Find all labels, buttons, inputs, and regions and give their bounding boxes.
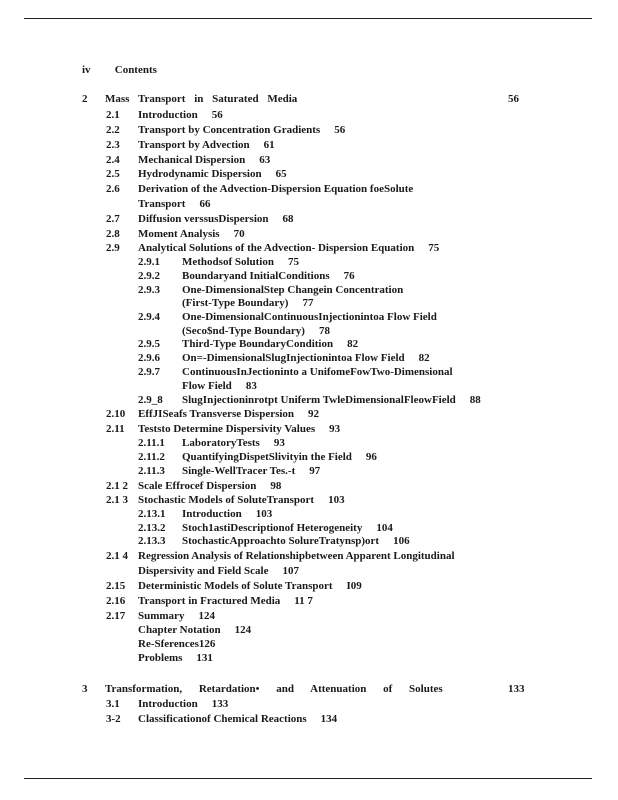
subsection-page-number: 106 xyxy=(393,535,410,547)
section-page-number: 61 xyxy=(263,139,275,151)
section-number: 2.10 xyxy=(106,408,126,420)
subsection-number: 2.13.2 xyxy=(138,522,166,534)
page-title: Contents xyxy=(114,64,157,76)
section-number: 2.11 xyxy=(106,423,125,435)
section-page-number: 98 xyxy=(270,480,282,492)
section-number: 2.9 xyxy=(106,242,120,254)
subsection-title: StochasticApproachto SolureTratynsp)ort 106 xyxy=(182,535,410,547)
section-title: Problems 131 xyxy=(138,652,213,664)
subsection-number: 2.9.4 xyxy=(138,311,160,323)
section-page-number: 66 xyxy=(199,198,211,210)
chapter-title: Transformation, Retardation• and Attenuation of Solutes xyxy=(105,683,443,695)
section-page-number: 92 xyxy=(308,408,320,420)
subsection-number: 2.9.7 xyxy=(138,366,160,378)
section-title: Deterministic Models of Solute Transport I09 xyxy=(138,580,362,592)
section-number: 3.1 xyxy=(106,698,120,710)
section-number: 2.2 xyxy=(106,124,120,136)
section-number: 2.1 2 xyxy=(106,480,128,492)
section-page-number: 56 xyxy=(211,109,223,121)
section-number: 2.15 xyxy=(106,580,126,592)
section-page-number: 56 xyxy=(334,124,346,136)
section-title: Chapter Notation 124 xyxy=(138,624,252,636)
section-page-number: I09 xyxy=(346,580,362,592)
section-page-number: 63 xyxy=(259,154,271,166)
section-title: Stochastic Models of SoluteTransport 103 xyxy=(138,494,345,506)
subsection-number: 2.9.6 xyxy=(138,352,160,364)
section-title: Regression Analysis of Relationshipbetween Apparent Longitudinal xyxy=(138,550,455,562)
section-page-number: 103 xyxy=(328,494,345,506)
section-page-number: 124 xyxy=(234,624,252,636)
section-title: Hydrodynamic Dispersion 65 xyxy=(138,168,287,180)
section-title: Introduction 56 xyxy=(138,109,223,121)
section-page-number: 126 xyxy=(198,638,216,650)
section-number: 2.17 xyxy=(106,610,126,622)
bottom-rule xyxy=(24,778,592,779)
section-number: 3-2 xyxy=(106,713,121,725)
section-number: 2.8 xyxy=(106,228,120,240)
subsection-title: Flow Field 83 xyxy=(182,380,257,392)
subsection-number: 2.11.3 xyxy=(138,465,165,477)
section-page-number: 11 7 xyxy=(294,595,313,607)
section-title: Derivation of the Advection-Dispersion Equation foeSolute xyxy=(138,183,414,195)
chapter-page-number: 133 xyxy=(508,683,525,695)
section-title: EffJISeafs Transverse Dispersion 92 xyxy=(138,408,320,420)
subsection-page-number: 93 xyxy=(273,437,285,449)
subsection-page-number: 82 xyxy=(418,352,430,364)
section-title: Classificationof Chemical Reactions 134 xyxy=(138,713,338,725)
section-title: Scale Effrocef Dispersion 98 xyxy=(138,480,282,492)
subsection-page-number: 77 xyxy=(302,297,314,309)
subsection-page-number: 82 xyxy=(347,338,359,350)
section-page-number: 131 xyxy=(196,652,213,664)
chapter-title: Mass Transport in Saturated Media xyxy=(105,93,298,105)
subsection-title: One-DimensionalContinuousInjectionintoa Flow Field xyxy=(182,311,437,323)
section-page-number: 65 xyxy=(275,168,287,180)
section-title: Mechanical Dispersion 63 xyxy=(138,154,271,166)
section-title: Dispersivity and Field Scale 107 xyxy=(138,565,299,577)
subsection-title: Methodsof Solution 75 xyxy=(182,256,299,268)
section-number: 2.6 xyxy=(106,183,120,195)
subsection-page-number: 88 xyxy=(469,394,481,406)
section-title: Teststo Determine Dispersivity Values 93 xyxy=(138,423,341,435)
subsection-page-number: 83 xyxy=(245,380,257,392)
subsection-page-number: 78 xyxy=(318,325,330,337)
section-number: 2.1 xyxy=(106,109,120,121)
subsection-number: 2.9.3 xyxy=(138,284,160,296)
section-page-number: 124 xyxy=(198,610,215,622)
subsection-title: ContinuousInJectioninto a UnifomeFowTwo-Dimensional xyxy=(182,366,453,378)
section-number: 2.4 xyxy=(106,154,120,166)
section-title: Analytical Solutions of the Advection- Dispersion Equation 75 xyxy=(138,242,440,254)
section-number: 2.16 xyxy=(106,595,126,607)
subsection-number: 2.11.2 xyxy=(138,451,165,463)
top-rule xyxy=(24,18,592,19)
subsection-title: (Seco$nd-Type Boundary) 78 xyxy=(182,325,330,337)
subsection-title: Single-WellTracer Tes.-t 97 xyxy=(182,465,321,477)
section-title: Summary 124 xyxy=(138,610,215,622)
subsection-number: 2.9_8 xyxy=(138,394,163,406)
subsection-number: 2.13.3 xyxy=(138,535,166,547)
subsection-page-number: 103 xyxy=(255,508,273,520)
subsection-number: 2.9.1 xyxy=(138,256,160,268)
section-page-number: 133 xyxy=(211,698,229,710)
section-page-number: 68 xyxy=(282,213,294,225)
subsection-title: Introduction 103 xyxy=(182,508,273,520)
chapter-number: 3 xyxy=(82,683,88,695)
page-header xyxy=(82,64,157,76)
section-title: Moment Analysis 70 xyxy=(138,228,245,240)
section-title: Transport by Advection 61 xyxy=(138,139,275,151)
subsection-title: (First-Type Boundary) 77 xyxy=(182,297,314,309)
section-title: Introduction 133 xyxy=(138,698,229,710)
subsection-page-number: 97 xyxy=(309,465,321,477)
section-page-number: 93 xyxy=(329,423,341,435)
chapter-number: 2 xyxy=(82,93,88,105)
section-number: 2.5 xyxy=(106,168,120,180)
subsection-number: 2.13.1 xyxy=(138,508,166,520)
section-number: 2.7 xyxy=(106,213,120,225)
section-title: Diffusion verssusDispersion 68 xyxy=(138,213,294,225)
subsection-title: Stoch1astiDescriptionof Heterogeneity 104 xyxy=(182,522,393,534)
section-page-number: 75 xyxy=(428,242,440,254)
subsection-number: 2.11.1 xyxy=(138,437,165,449)
section-title: Re-Sferences126 xyxy=(138,638,216,650)
subsection-title: LaboratoryTests 93 xyxy=(182,437,285,449)
subsection-page-number: 96 xyxy=(365,451,377,463)
chapter-page-number: 56 xyxy=(508,93,519,105)
section-page-number: 107 xyxy=(282,565,299,577)
section-number: 2.3 xyxy=(106,139,120,151)
section-number: 2.1 4 xyxy=(106,550,128,562)
section-title: Transport in Fractured Media 11 7 xyxy=(138,595,313,607)
section-page-number: 70 xyxy=(233,228,245,240)
subsection-title: SlugInjectioninrotpt Uniferm TwleDimensionalFleowField 88 xyxy=(182,394,481,406)
subsection-page-number: 76 xyxy=(343,270,355,282)
page-number-label: iv xyxy=(82,64,91,76)
section-page-number: 134 xyxy=(320,713,338,725)
subsection-title: One-DimensionalStep Changein Concentration xyxy=(182,284,404,296)
subsection-number: 2.9.2 xyxy=(138,270,160,282)
subsection-title: QuantifyingDispetSlivityin the Field 96 xyxy=(182,451,377,463)
section-title: Transport 66 xyxy=(138,198,211,210)
subsection-page-number: 104 xyxy=(376,522,393,534)
subsection-page-number: 75 xyxy=(288,256,299,268)
subsection-title: Boundaryand InitialConditions 76 xyxy=(182,270,355,282)
subsection-title: Third-Type BoundaryCondition 82 xyxy=(182,338,359,350)
subsection-number: 2.9.5 xyxy=(138,338,160,350)
section-number: 2.1 3 xyxy=(106,494,128,506)
section-title: Transport by Concentration Gradients 56 xyxy=(138,124,346,136)
subsection-title: On=-DimensionalSlugInjectionintoa Flow Field 82 xyxy=(182,352,430,364)
